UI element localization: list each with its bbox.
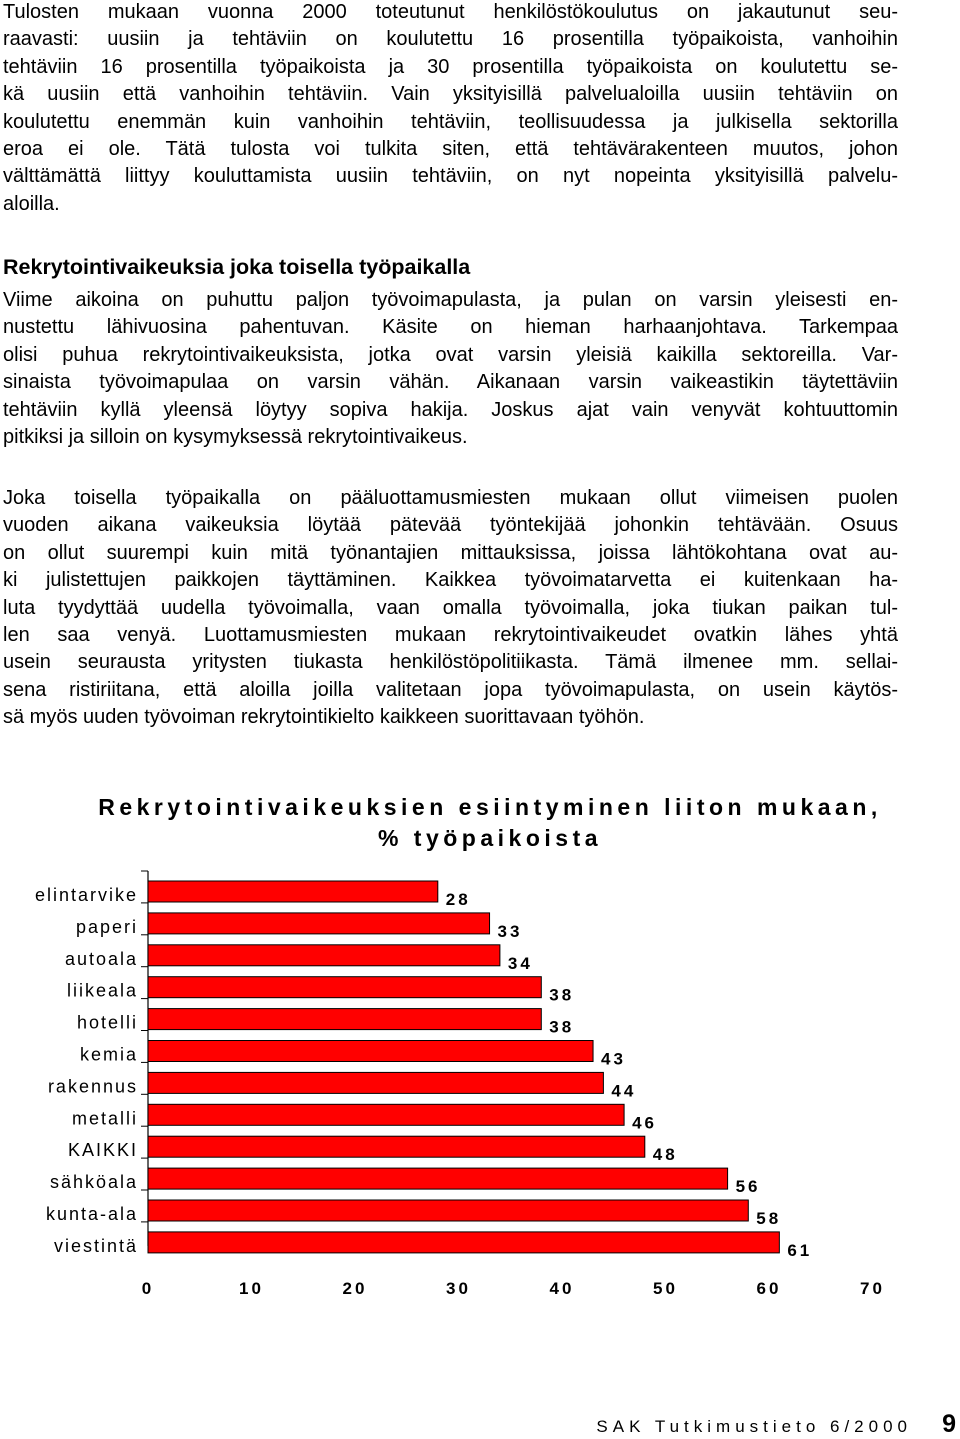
category-label: rakennus [47, 1076, 138, 1097]
bar [148, 913, 490, 934]
paragraph-recruitment-difficulties [3, 485, 898, 732]
paragraph-line: nustettu lähivuosina pahentuvan. Käsite on hieman harhaanjohtava. Tarkempaa [3, 316, 898, 339]
x-tick-label: 0 [141, 1279, 155, 1298]
paragraph-line: Tulosten mukaan vuonna 2000 toteutunut henkilöstökoulutus on jakautunut seu- [3, 1, 898, 23]
data-label: 33 [497, 921, 523, 941]
data-label: 34 [507, 953, 533, 973]
paragraph-line: sä myös uuden työvoiman rekrytointikielto kaikkeen suorittavaan työhön. [3, 706, 645, 729]
data-label: 48 [652, 1145, 678, 1165]
paragraph-line: välttämättä liittyy kouluttamista uusiin tehtäviin, on nyt nopeinta yksityisillä palvelu- [3, 165, 898, 188]
category-label: liikeala [66, 980, 138, 1001]
section-heading: Rekrytointivaikeuksia joka toisella työpaikalla [3, 255, 471, 279]
x-tick-label: 20 [342, 1279, 368, 1298]
bar [148, 1009, 541, 1030]
category-label: viestintä [53, 1235, 138, 1256]
paragraph-line: sinaista työvoimapulaa on varsin vähän. Aikanaan varsin vaikeastikin täytettäviin [3, 371, 898, 394]
bar-chart [0, 860, 960, 1310]
category-label: metalli [71, 1108, 138, 1129]
bar [148, 1041, 593, 1062]
paragraph-line: vuoden aikana vaikeuksia löytää pätevää työntekijää johonkin tehtävään. Osuus [3, 514, 898, 537]
chart-title-line-1: Rekrytointivaikeuksien esiintyminen liiton mukaan, [98, 794, 882, 820]
category-label: kunta-ala [45, 1204, 138, 1224]
paragraph-training [3, 0, 898, 218]
category-label: hotelli [76, 1012, 138, 1033]
chart-title-line-2: % työpaikoista [377, 825, 603, 851]
bar [148, 977, 541, 998]
paragraph-line: tehtäviin 16 prosentilla työpaikoista ja 30 prosentilla työpaikoista on koulutettu se- [3, 55, 898, 78]
bar [148, 1200, 748, 1221]
paragraph-line: ki julistettujen paikkojen täyttäminen. Kaikkea työvoimatarvetta ei kuitenkaan ha- [3, 569, 898, 592]
data-label: 38 [549, 1017, 575, 1037]
paragraph-line: Viime aikoina on puhuttu paljon työvoimapulasta, ja pulan on varsin yleisesti en- [3, 289, 898, 311]
category-label: paperi [75, 916, 138, 937]
x-tick-label: 70 [860, 1279, 885, 1298]
bar [148, 1232, 779, 1253]
paragraph-line: pitkiksi ja silloin on kysymyksessä rekrytointivaikeus. [3, 426, 468, 449]
x-tick-label: 30 [446, 1279, 471, 1298]
bar [148, 1072, 603, 1093]
x-tick-label: 10 [239, 1279, 264, 1298]
bar [148, 945, 500, 966]
bar [148, 1104, 624, 1125]
paragraph-line: kä uusiin että vanhoihin tehtäviin. Vain yksityisillä palvelualoilla uusiin tehtäviin on [3, 83, 898, 106]
category-label: sähköala [49, 1172, 138, 1193]
paragraph-line: aloilla. [3, 192, 60, 215]
data-label: 38 [549, 985, 575, 1005]
category-label: kemia [79, 1044, 138, 1065]
page-number: 9 [942, 1410, 956, 1438]
bar [148, 1136, 645, 1157]
bar [148, 1168, 728, 1189]
paragraph-line: on ollut suurempi kuin mitä työnantajien mittauksissa, joissa lähtökohtana ovat au- [3, 541, 898, 564]
data-label: 28 [445, 890, 471, 909]
paragraph-line: raavasti: uusiin ja tehtäviin on koulutettu 16 prosentilla työpaikoista, vanhoihin [3, 28, 898, 51]
footer-publication: SAK Tutkimustieto 6/2000 [596, 1417, 912, 1436]
data-label: 46 [632, 1113, 658, 1133]
bar [148, 881, 438, 902]
paragraph-line: sena ristiriitana, että aloilla joilla valitetaan jopa työvoimapulasta, on usein käytös- [3, 678, 898, 701]
paragraph-line: usein seurausta yritysten tiukasta henkilöstöpolitiikasta. Tämä ilmenee mm. sellai- [3, 651, 898, 674]
paragraph-line: koulutettu enemmän kuin vanhoihin tehtäviin, teollisuudessa ja julkisella sektorilla [3, 110, 898, 133]
data-label: 43 [601, 1049, 626, 1069]
data-label: 61 [787, 1240, 813, 1260]
paragraph-line: tehtäviin kyllä yleensä löytyy sopiva hakija. Joskus ajat vain venyvät kohtuuttomin [3, 398, 898, 421]
x-tick-label: 60 [756, 1279, 782, 1298]
chart-title [40, 792, 940, 854]
data-label: 56 [735, 1177, 761, 1197]
paragraph-line: luta tyydyttää uudella työvoimalla, vaan omalla työvoimalla, joka tiukan paikan tul- [3, 596, 898, 619]
category-label: elintarvike [34, 885, 138, 905]
x-tick-label: 40 [549, 1279, 575, 1298]
category-label: autoala [64, 948, 138, 969]
paragraph-line: len saa venyä. Luottamusmiesten mukaan rekrytointivaikeudet ovatkin lähes yhtä [3, 624, 898, 647]
paragraph-line: Joka toisella työpaikalla on pääluottamusmiesten mukaan ollut viimeisen puolen [3, 487, 898, 509]
category-label: KAIKKI [67, 1140, 138, 1161]
paragraph-line: eroa ei ole. Tätä tulosta voi tulkita siten, että tehtävärakenteen muutos, johon [3, 138, 898, 161]
paragraph-labour-shortage [3, 287, 898, 451]
paragraph-line: olisi puhua rekrytointivaikeuksista, jotka ovat varsin yleisiä kaikilla sektoreilla. Var- [3, 343, 898, 366]
x-tick-label: 50 [653, 1279, 678, 1298]
data-label: 58 [756, 1209, 782, 1228]
data-label: 44 [611, 1081, 637, 1101]
